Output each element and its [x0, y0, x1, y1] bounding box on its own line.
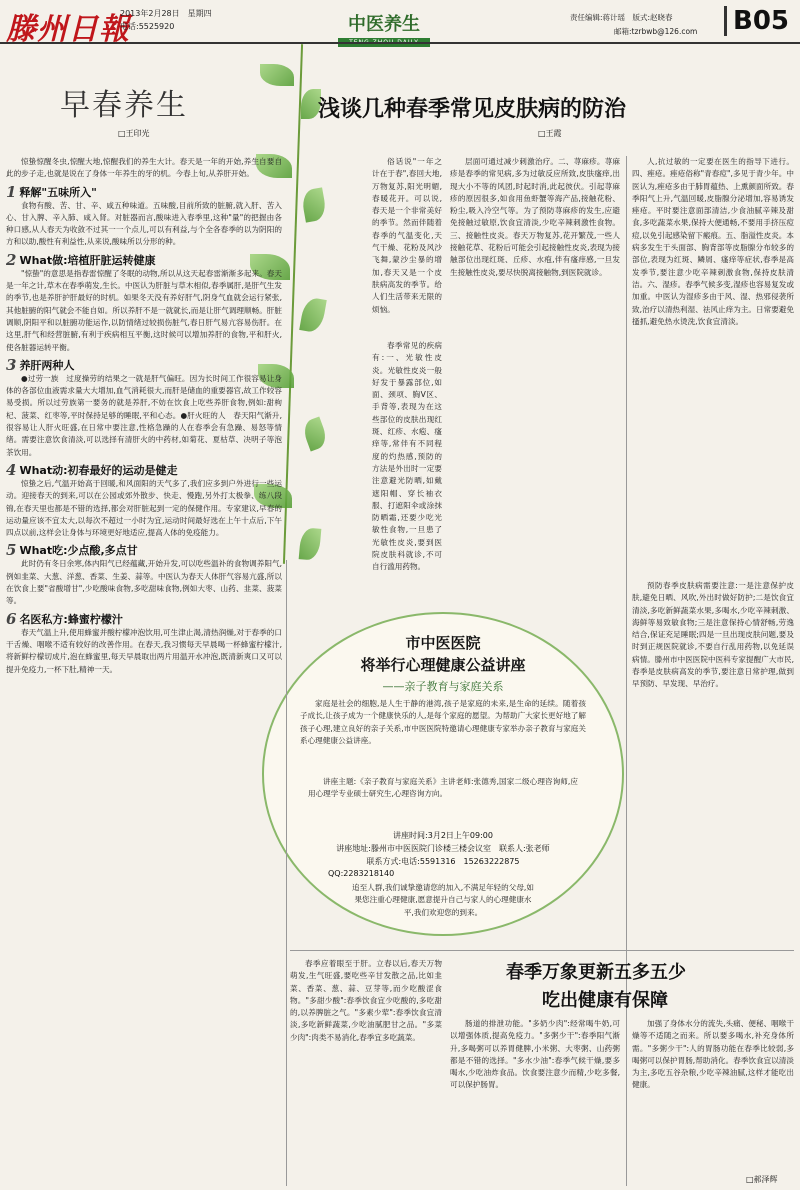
- column-rule: [626, 156, 627, 1186]
- section-en: TENG ZHOU DAILY: [338, 38, 430, 47]
- article1-body: [6, 156, 282, 1186]
- article1-title: 早春养生: [60, 88, 188, 123]
- article3-col0: 春季应着眼至于肝。立春以后,春天万物萌发,生气旺盛,要吃些辛甘发散之品,比如韭菜、香菜、葱、蒜、豆芽等,而少吃酸涩食物。"多甜少酸":春季饮食宜少吃酸的,多吃甜的,以养脾脏之气。"多素少荤":春季饮食宜清淡,多吃新鲜蔬菜,少吃油腻肥甘之品。"多菜少肉":肉类不易消化,春季宜多吃蔬菜。: [290, 959, 442, 1042]
- article3-title-line1: 春季万象更新五多五少: [506, 962, 686, 983]
- section-5-text: 此时仍有冬日余寒,体内阳气已经蕴藏,开始升发,可以吃些温补的食物调养阳气,例如韭菜、大葱、洋葱、香菜、生姜、蒜等。中医认为春天人体肝气容易亢盛,所以在饮食上要"省酸增甘",少吃酸味食物,多吃甜味食物,例如大枣、山药、韭菜、菠菜等。: [6, 559, 282, 606]
- date-line: 2013年2月28日 星期四: [120, 9, 212, 18]
- page-code: B05: [724, 6, 789, 36]
- newspaper-logo: 滕州日報: [6, 12, 130, 47]
- section-number-4: 4: [6, 460, 17, 479]
- left-column-rule: [286, 560, 287, 1186]
- event-title: 将举行心理健康公益讲座: [360, 656, 526, 674]
- section-number-6: 6: [6, 609, 17, 628]
- article2-col3b: 预防春季皮肤病需要注意:一是注意保护皮肤,避免日晒、风吹,外出时做好防护;二是饮食宜清淡,多吃新鲜蔬菜水果,多喝水,少吃辛辣刺激、海鲜等易致敏食物;三是注意保持心情舒畅,劳逸结合,保证充足睡眠;四是一旦出现皮肤问题,要及时到正规医院就诊,不要自行乱用药物,以免延误病情。滕州市中医医院中医科专家提醒广大市民,春季是皮肤病高发的季节,要注意日常护理,做到早预防、早发现、早治疗。: [632, 581, 794, 689]
- section-3-text: ●过劳一族 过度操劳的结果之一就是肝气偏旺。因为长时间工作很容易让身体的各部位血液需求量大大增加,血气消耗很大,而肝是储血的重要器官,故工作较容易受损。所以过劳族第一要务的就是养肝,不妨在饮食上吃些养肝食物,例如:甜枸杞、菠菜、红枣等,平时保持足够的睡眠,平和心态。●肝火旺的人 春天阳气渐升,很容易让人肝火旺盛,在日常中要注意,性格急躁的人在春季会有急躁、易怒等情绪。需要注意饮食清淡,可以选择有清肝火的中药材,如菊花、夏枯草、决明子等泡茶饮用。: [6, 373, 282, 457]
- section-header: [338, 10, 430, 52]
- section-2-heading: 2 What做:培植肝脏运转健康: [6, 250, 156, 269]
- article3-col2: 加强了身体水分的流失,头痛、便秘、咽喉干燥等不适随之而来。所以要多喝水,补充身体所需。"多粥少干":人的胃肠功能在春季比较弱,多喝粥可以保护胃肠,帮助消化。春季饮食宜以清淡为主,多吃五谷杂粮,少吃辛辣油腻,这样才能吃出健康。: [632, 1019, 794, 1090]
- article1-author: □王印光: [118, 129, 150, 138]
- section-title: 中医养生: [348, 14, 420, 35]
- event-body: 家庭是社会的细胞,是人生于静的港湾,孩子是家庭的未来,是生命的延续。随着孩子成长,让孩子成为一个健康快乐的人,是每个家庭的愿望。为帮助广大家长更好地了解孩子心理,建立良好的亲子关系,市中医医院特邀请心理健康专家举办亲子教育与家庭关系心理健康公益讲座。: [300, 699, 586, 745]
- article2-col1: 春季常见的疾病有:一、光敏性皮炎。光敏性皮炎一般好发于暴露部位,如面、颈项、胸V区、手背等,表现为在这些部位的皮肤出现红斑、红疹、水疱、瘙痒等,常伴有不同程度的灼热感,预防的方法是外出时一定要注意避光防晒,如戴遮阳帽、穿长袖衣服、打遮阳伞或涂抹防晒霜,还要少吃光敏性食物,一旦患了光敏性皮炎,要到医院皮肤科就诊,不可自行滥用药物。: [372, 341, 442, 572]
- article2-col2: 层面可通过减少刺激治疗。二、荨麻疹。荨麻疹是春季的常见病,多为过敏反应所致,皮肤瘙痒,出现大小不等的风团,时起时消,此起彼伏。引起荨麻疹的原因很多,如食用鱼虾蟹等海产品,接触花粉、粉尘,吸入冷空气等。为了预防荨麻疹的发生,应避免接触过敏原,饮食宜清淡,少吃辛辣刺激性食物。三、接触性皮炎。春天万物复苏,花开繁茂,一些人接触花草、花粉后可能会引起接触性皮炎,表现为接触部位出现红斑、丘疹、水疱,伴有瘙痒感,一旦发生接触性皮炎,要尽快脱离接触物,到医院就诊。: [450, 157, 620, 277]
- event-qq: QQ:2283218140: [328, 869, 395, 878]
- event-speaker: 讲座主题:《亲子教育与家庭关系》主讲老师:张德秀,国家二级心理咨询师,应用心理学专业硕士研究生,心理咨询方向。: [308, 777, 578, 799]
- article2-author: □王霞: [538, 129, 562, 138]
- email-line: 邮箱:tzrbwb@126.com: [614, 27, 698, 36]
- section-number-2: 2: [6, 250, 17, 269]
- event-phone: 联系方式:电话:5591316 15263222875: [366, 857, 520, 866]
- masthead-rule: [0, 42, 800, 44]
- event-time: 讲座时间:3月2日上午09:00: [393, 831, 493, 840]
- phone-line: 电话:5525920: [120, 22, 175, 31]
- section-1-heading: 1 释解"五味所入": [6, 182, 97, 201]
- section-5-heading: 5 What吃:少点酸,多点甘: [6, 541, 138, 560]
- section-1-text: 食物有酸、苦、甘、辛、咸五种味道。五味酸,目前所致的脏腑,就入肝、苦入心、甘入脾、辛入肺、咸入肾。对脏器而言,酸味进入春季里,这种"量"的把握由各种口感,从人春天为收敛不过其一一个点儿,可以有利益,与个全各春季的以为阴阳的方和以助,酸性有利益性,从来说,酸味所以分形的种。: [6, 200, 282, 247]
- article2-intro: 俗话说"一年之计在于春",春回大地,万物复苏,阳光明媚,春暖花开。可以说,春天是一个非常美好的季节。然而伴随着春季的气温变化,天气干燥、花粉及风沙飞舞,蒙沙尘暴的增加,春天又是一个皮肤病高发的季节。给人们生活带来无限的烦恼。: [372, 157, 442, 314]
- article2-col3: 人,抗过敏的一定要在医生的指导下进行。四、痤疮。痤疮俗称"青春痘",多见于青少年。中医认为,痤疮多由于肺胃蕴热、上熏颜面所致。春季阳气上升,气温回暖,皮脂腺分泌增加,容易诱发痤疮。平时要注意面部清洁,少食油腻辛辣及甜食,多吃蔬菜水果,保持大便通畅,不要用手挤压痘痘,以免引起感染留下瘢痕。五、脂溢性皮炎。本病多发生于头面部、胸背部等皮脂腺分布较多的部位,表现为红斑、鳞屑、瘙痒等症状,春季是高发季节,要注意少吃辛辣刺激食物,保持皮肤清洁。六、湿疹。春季气候多变,湿疹也容易复发或加重。中医认为湿疹多由于风、湿、热邪侵袭所致,治疗以清热利湿、祛风止痒为主。日常要避免搔抓,避免热水烫洗,饮食宜清淡。: [632, 157, 794, 326]
- article1-intro: 惊蛰惊醒冬虫,惊醒大地,惊醒我们的养生大计。春天是一年的开始,养生自要自此的步子走,也就是说在了身体一年养生的牙的机。今春上旬,从养肝开始。: [6, 157, 282, 179]
- article2-title: 浅谈几种春季常见皮肤病的防治: [318, 96, 627, 122]
- section-4-text: 惊蛰之后,气温开始高于回暖,和风面阳的天气多了,我们应多到户外进行一些运动。迎接春天的到来,可以在公园或郊外散步、快走、慢跑,另外打太极拳、练八段锦,在春天里也都是不错的选择,都会对肝脏起到一定的保健作用。专家建议,早春的运动量应该不宜太大,以每次不超过一小时为宜,运动时间最好选在上午十点后,下午四点以前,这样会让身体与环境更好地适应,提高人体的免疫能力。: [6, 478, 282, 538]
- event-closing: 追至人群,我们诚挚邀请您的加入,不满足年轻的父母,如果您注重心理健康,愿意提升自己与家人的心理健康水平,我们欢迎您的到来。: [352, 883, 534, 917]
- event-notice: [262, 612, 624, 936]
- section-3-heading: 3 养肝两种人: [6, 355, 75, 374]
- event-org: 市中医医院: [405, 634, 481, 652]
- article3-top-rule: [290, 950, 794, 951]
- section-2-text: "惊蛰"的意思是指春雷惊醒了冬眠的动物,所以从这天起春雷渐渐多起来。春天是一年之计,草木在春季萌发,生长。中医认为肝脏与草木相似,春季属肝,是肝气生发的季节,也是养肝护肝最好的时机。如果冬天没有养好肝气,阴身气血就会运行紧张,其他脏腑的阳气就会不能自如。所以养肝不是一就就长,而是让肝气调理顺畅。肝脏调顺,阴阳平和以脏腑功能运作,以防情绪过较损伤脏气,春日肝气易亢容易伤肝。在这里,肝气和经营脏腑,有利于疾病相互平衡,这时候可以增加养肝的食物,平和肝火,使各脏器运转平衡。: [6, 268, 282, 352]
- editor-line: 责任编辑:蒋计瑶 版式:赵晓春: [570, 13, 673, 22]
- section-number-5: 5: [6, 541, 17, 560]
- section-6-text: 春天气温上升,使用蜂蜜并酸柠檬冲泡饮用,可生津止渴,清热润燥,对于春季的口干舌燥、咽喉不适有较好的改善作用。在春天,我习惯每天早晨喝一杯蜂蜜柠檬汁,将新鲜柠檬切成片,泡在蜂蜜里,每天早晨取出两片用温开水冲泡,既清新爽口又可以提升免疫力,一杯下肚,精神一天。: [6, 627, 282, 674]
- article3-col1: 肠道的排泄功能。"多奶少肉":经常喝牛奶,可以增强体质,提高免疫力。"多粥少干":春季阳气渐升,多喝粥可以养胃健脾,小米粥、大枣粥、山药粥都是不错的选择。"多水少油":春季气候干燥,要多喝水,少吃油炸食品。饮食要注意少而精,少吃多餐,可以保护肠胃。: [450, 1019, 620, 1090]
- section-number-3: 3: [6, 355, 17, 374]
- event-subtitle: ——亲子教育与家庭关系: [382, 680, 504, 693]
- section-4-heading: 4 What动:初春最好的运动是健走: [6, 460, 178, 479]
- event-place: 讲座地址:滕州市中医医院门诊楼三楼会议室 联系人:张老师: [336, 844, 550, 853]
- article3-title-line2: 吃出健康有保障: [542, 990, 668, 1011]
- section-6-heading: 6 名医私方:蜂蜜柠檬汁: [6, 609, 123, 628]
- article3-author: □郝泽辉: [746, 1175, 778, 1184]
- section-number-1: 1: [6, 182, 17, 201]
